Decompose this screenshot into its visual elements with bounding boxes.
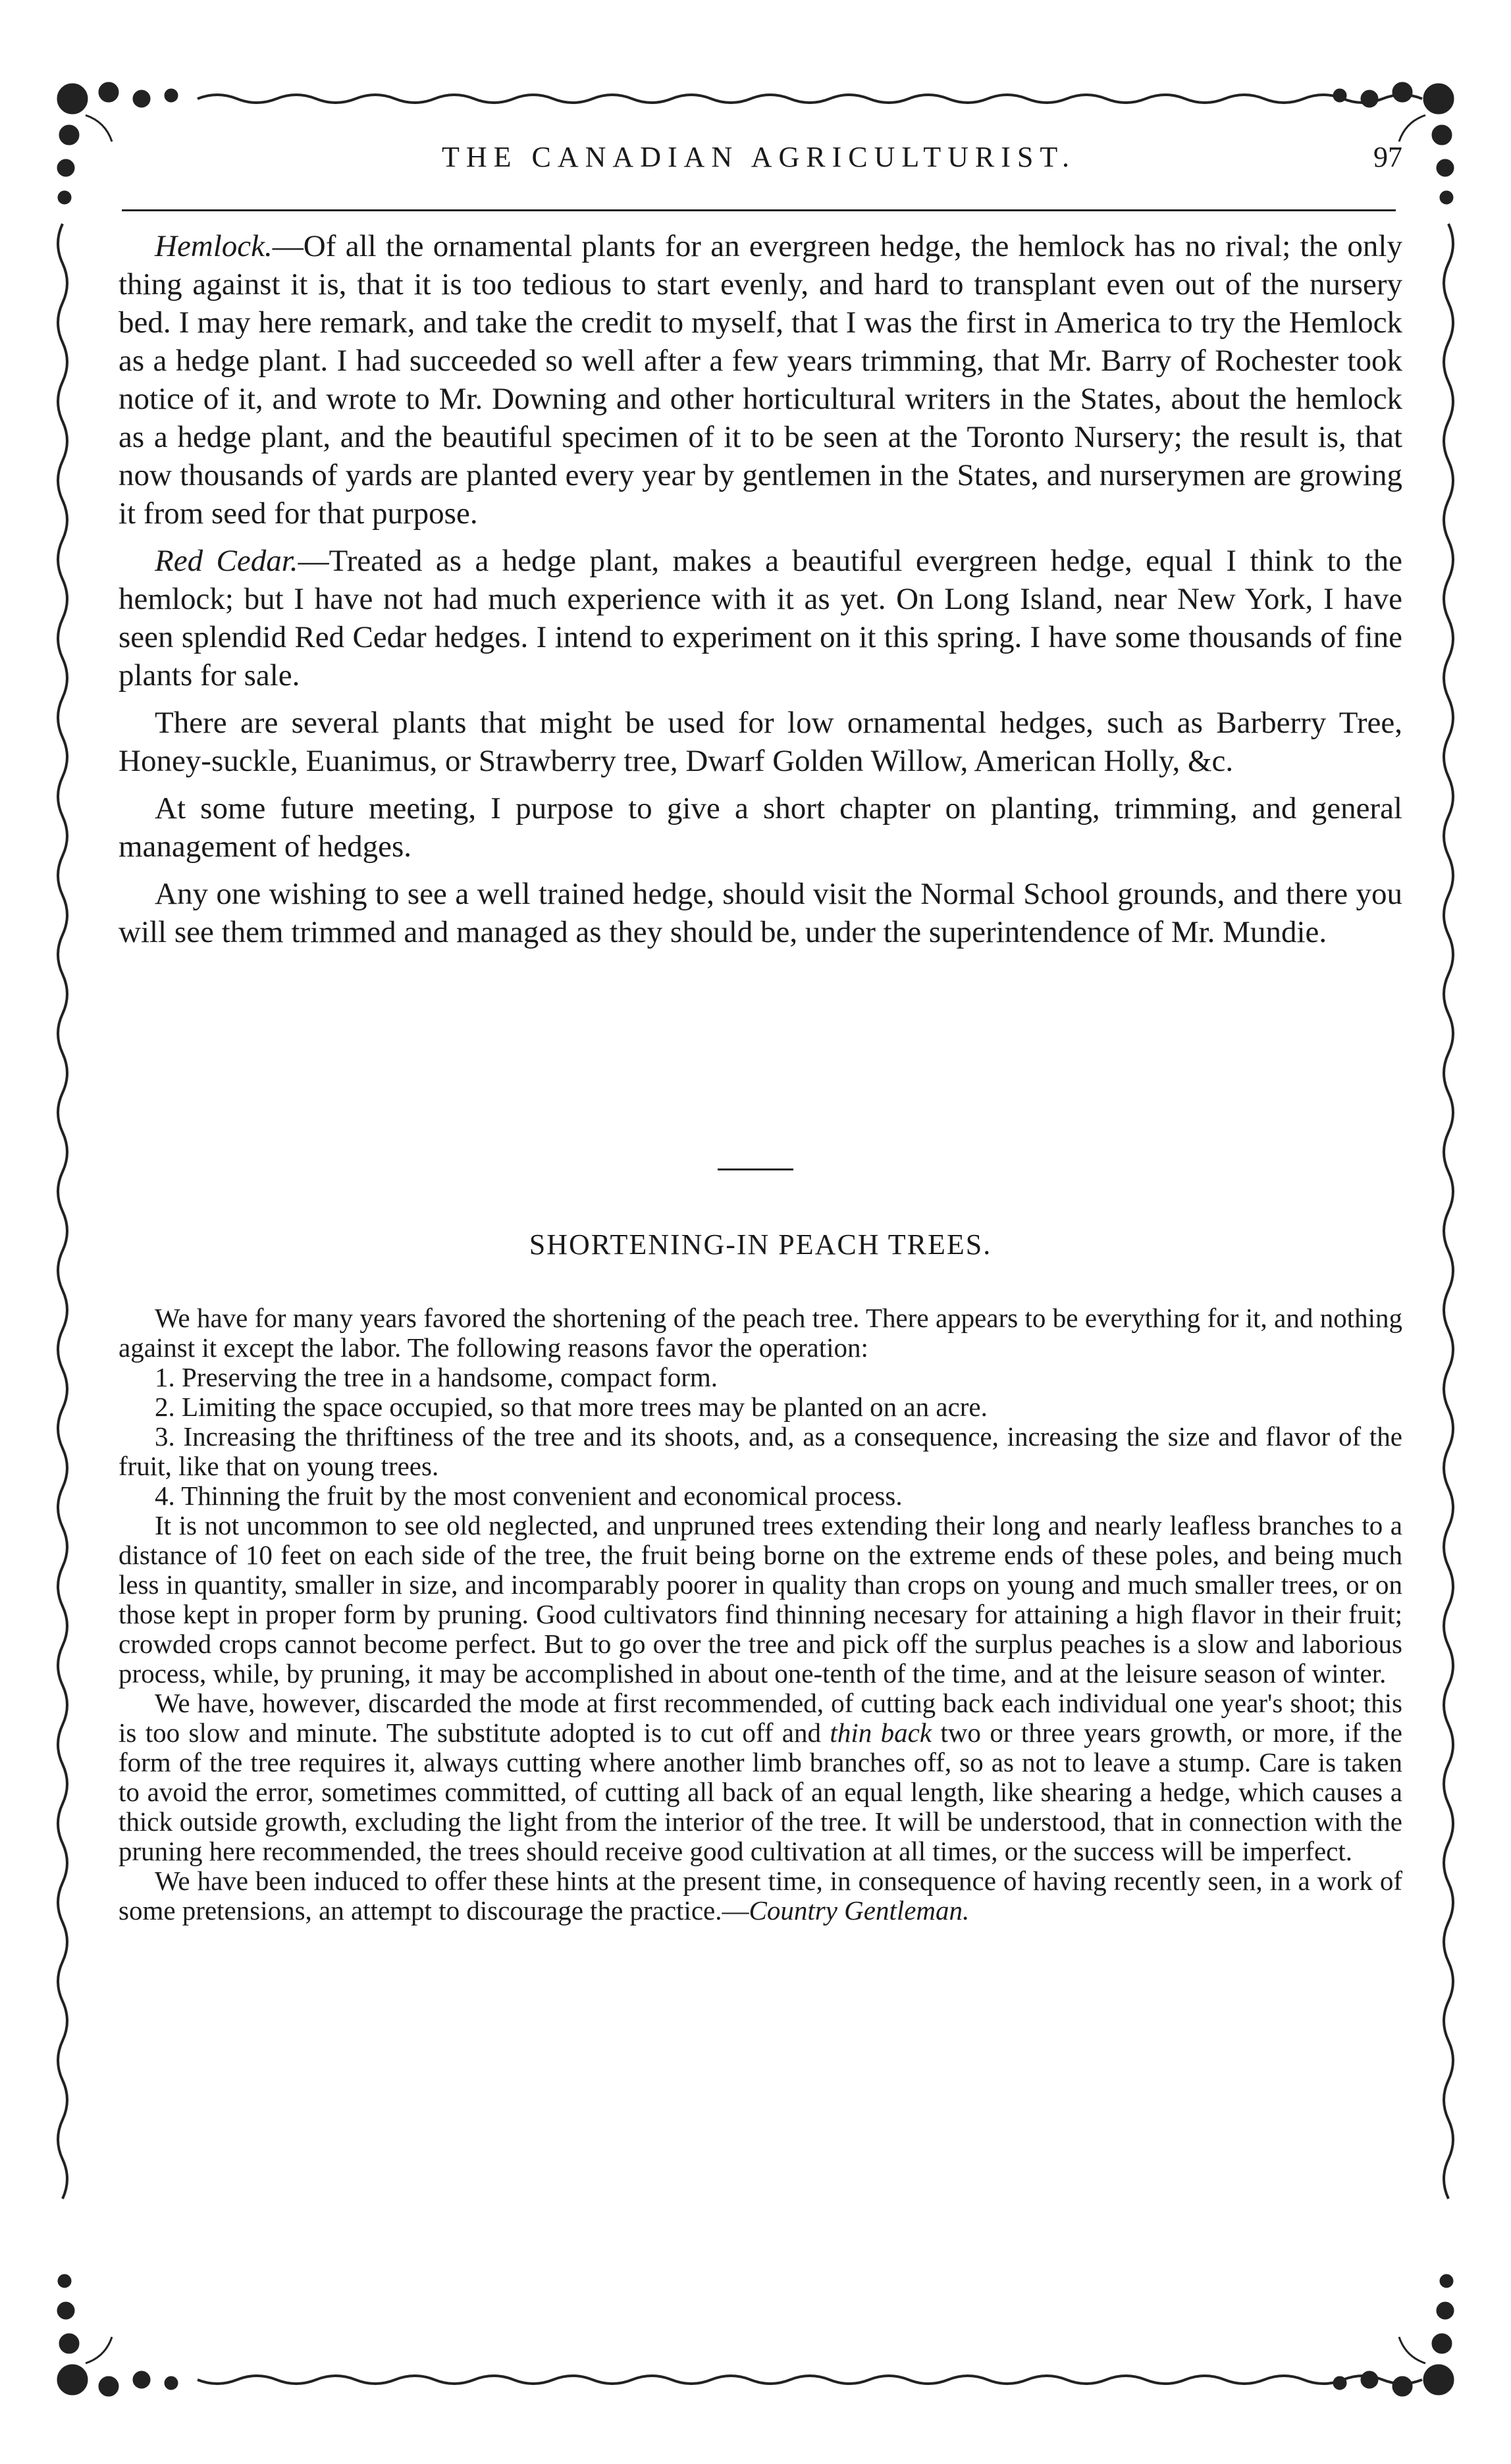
peach-article bbox=[119, 1303, 1402, 1926]
normal-school-paragraph: Any one wishing to see a well trained hedge, should visit the Normal School grounds, and there you will see them trimmed and managed as they should be, under the superintendence of Mr. Mundie. bbox=[119, 877, 1402, 949]
article-heading: SHORTENING-IN PEACH TREES. bbox=[529, 1228, 992, 1261]
final-paragraph bbox=[119, 1866, 1402, 1926]
method-paragraph bbox=[119, 1689, 1402, 1866]
hemlock-lead: Hemlock. bbox=[155, 229, 273, 263]
running-header bbox=[109, 140, 1409, 186]
source-attribution: Country Gentleman. bbox=[749, 1895, 970, 1926]
journal-title: THE CANADIAN AGRICULTURIST. bbox=[442, 141, 1076, 173]
header-rule bbox=[122, 209, 1396, 211]
left-border-line bbox=[58, 224, 67, 2199]
right-border-line bbox=[1444, 224, 1453, 2199]
reason-3: 3. Increasing the thriftiness of the tree and its shoots, and, as a consequence, increasing the size and flavor of the fruit, like that on young trees. bbox=[119, 1421, 1402, 1481]
red-cedar-text: —Treated as a hedge plant, makes a beautiful evergreen hedge, equal I think to the hemlock; but I have not had much experience with it as yet. On Long Island, near New York, I have seen splendid Red Cedar hedges. I intend to experiment on it this spring. I have some thousands of fine plants for sale. bbox=[119, 544, 1402, 693]
reason-4: 4. Thinning the fruit by the most convenient and economical process. bbox=[155, 1481, 903, 1511]
reason-1: 1. Preserving the tree in a handsome, compact form. bbox=[155, 1362, 718, 1392]
intro-paragraph: We have for many years favored the shortening of the peach tree. There appears to be everything for it, and nothing against it except the labor. The following reasons favor the operation: bbox=[119, 1303, 1402, 1363]
method-text-b: two or three years growth, or more, if the form of the tree requires it, always cutting where another limb branches off, so as not to leave a stump. Care is taken to avoid the error, sometimes committed, of cutting all back of an equal length, like shearing a hedge, which causes a thick outside growth, excluding the light from the interior of the tree. It will be understood, that in connection with the pruning here recommended, the trees should receive good cultivation at all times, or the success will be imperfect. bbox=[119, 1717, 1402, 1866]
corner-ornament-bottom-left bbox=[58, 2275, 177, 2396]
final-text: We have been induced to offer these hints at the present time, in consequence of having recently seen, in a work of some pretensions, an attempt to discourage the practice.— bbox=[119, 1866, 1402, 1926]
thin-back-emphasis: thin back bbox=[830, 1717, 932, 1748]
red-cedar-lead: Red Cedar. bbox=[155, 544, 298, 578]
hemlock-text: —Of all the ornamental plants for an evergreen hedge, the hemlock has no rival; the only thing against it is, that it is too tedious to start evenly, and hard to transplant even out of the nursery bed. I may here remark, and take the credit to myself, that I was the first in America to try the Hemlock as a hedge plant. I had succeeded so well after a few years trimming, that Mr. Barry of Rochester took notice of it, and wrote to Mr. Downing and other horticultural writers in the States, about the hemlock as a hedge plant, and the beautiful specimen of it to be seen at the Toronto Nursery; the result is, that now thousands of yards are planted every year by gentlemen in the States, and nurserymen are growing it from seed for that purpose. bbox=[119, 229, 1402, 531]
section-divider bbox=[718, 1168, 793, 1170]
top-border-line bbox=[198, 95, 1422, 103]
method-text-a: We have, however, discarded the mode at first recommended, of cutting back each individual one year's shoot; this is too slow and minute. The substitute adopted is to cut off and bbox=[119, 1688, 1402, 1748]
page-number: 97 bbox=[1373, 141, 1402, 173]
bottom-border-line bbox=[198, 2376, 1422, 2384]
low-hedges-paragraph: There are several plants that might be used for low ornamental hedges, such as Barberry Tree, Honey-suckle, Euanimus, or Strawberry tree, Dwarf Golden Willow, American Holly, &c. bbox=[119, 706, 1402, 778]
uncommon-paragraph: It is not uncommon to see old neglected, and unpruned trees extending their long and nearly leafless branches to a distance of 10 feet on each side of the tree, the fruit being borne on the extreme ends of these poles, and being much less in quantity, smaller in size, and incomparably poorer in quality than crops on young and much smaller trees, or on those kept in proper form by pruning. Good cultivators find thinning necesary for attaining a high flavor in their fruit; crowded crops cannot become perfect. But to go over the tree and pick off the surplus peaches is a slow and laborious process, while, by pruning, it may be accomplished in about one-tenth of the time, and at the leisure season of winter. bbox=[119, 1510, 1402, 1689]
red-cedar-paragraph bbox=[119, 542, 1402, 695]
hedge-section bbox=[119, 227, 1402, 960]
hemlock-paragraph bbox=[119, 227, 1402, 533]
future-meeting-paragraph: At some future meeting, I purpose to give a short chapter on planting, trimming, and general management of hedges. bbox=[119, 791, 1402, 864]
reason-2: 2. Limiting the space occupied, so that more trees may be planted on an acre. bbox=[155, 1392, 988, 1422]
